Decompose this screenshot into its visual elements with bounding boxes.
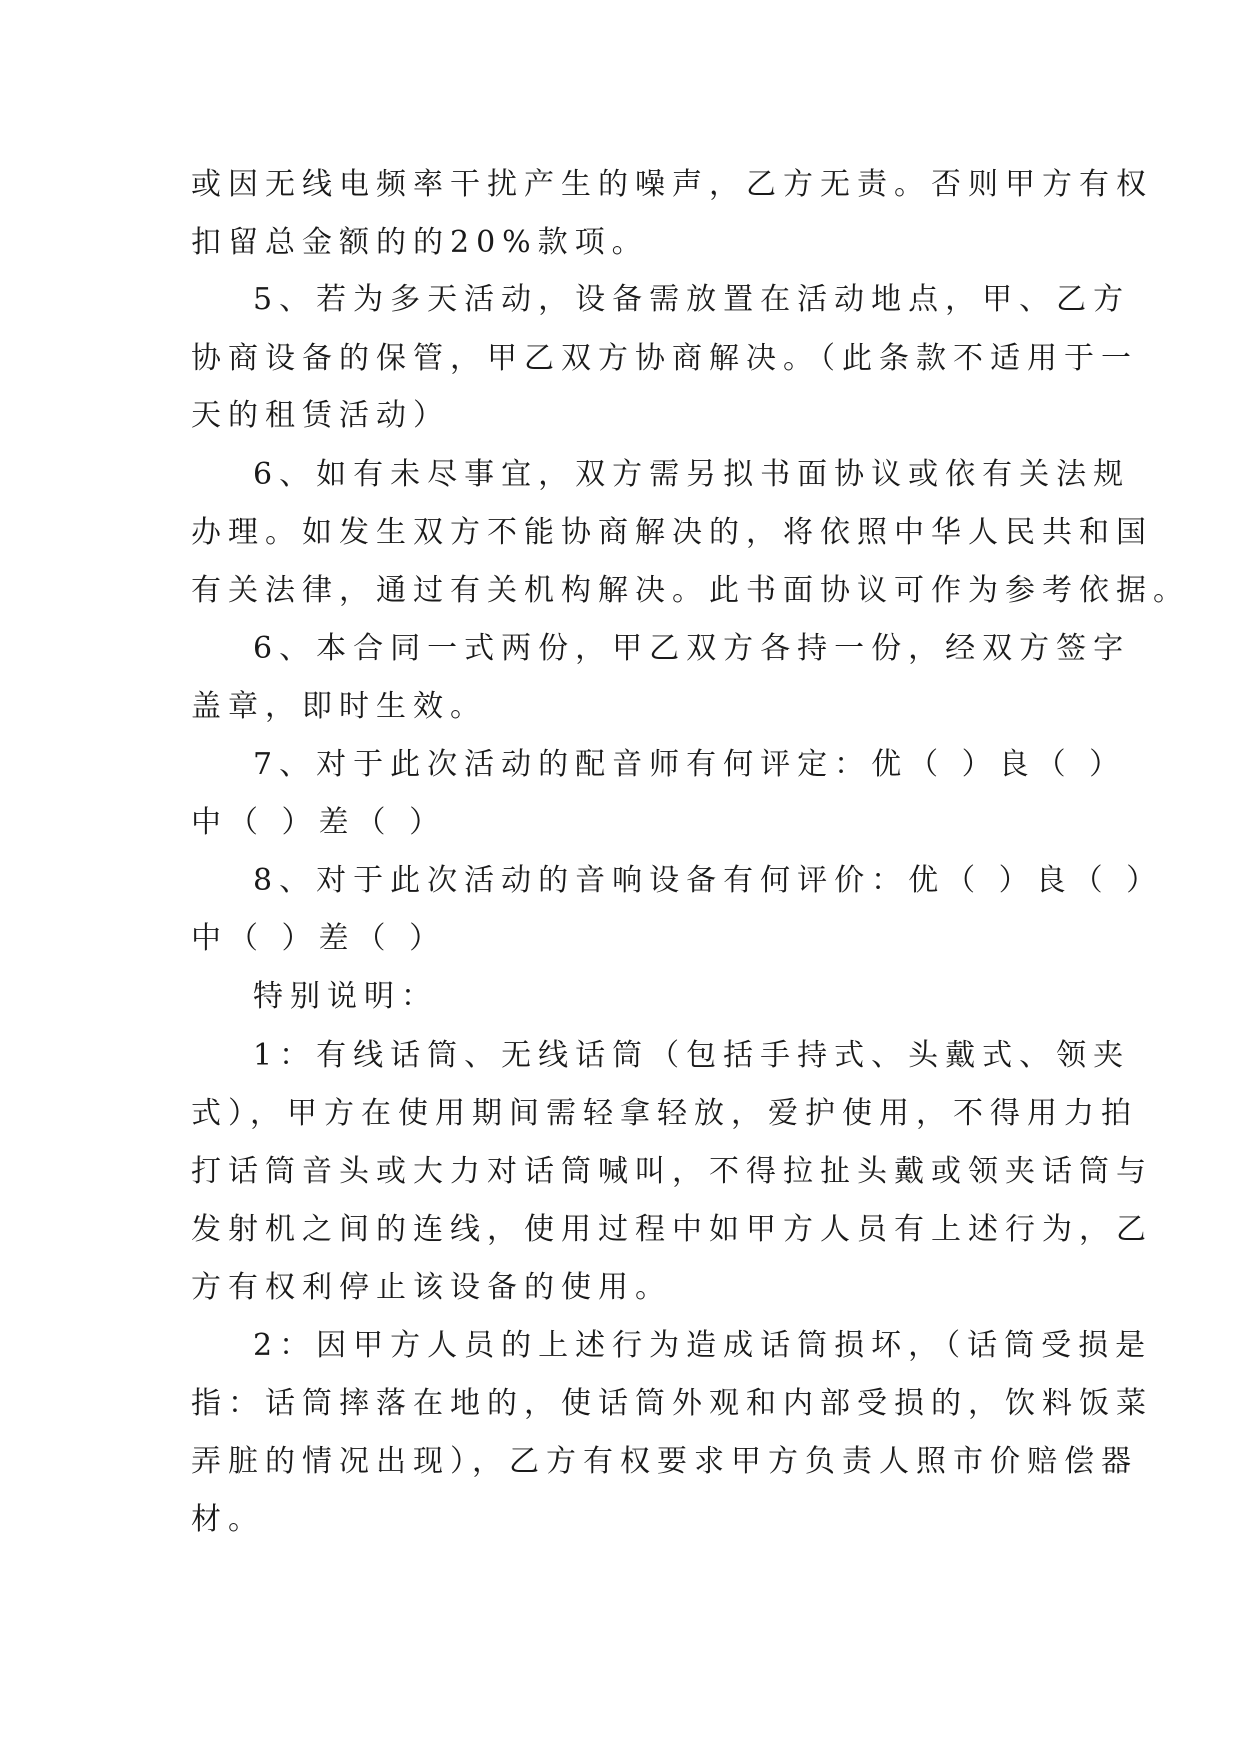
text-line: 1：有线话筒、无线话筒（包括手持式、头戴式、领夹 [253,1038,1131,1073]
text-line: 天的租赁活动） [191,398,450,433]
text-line: 指：话筒摔落在地的，使话筒外观和内部受损的，饮料饭菜 [191,1386,1153,1421]
text-line: 或因无线电频率干扰产生的噪声，乙方无责。否则甲方有权 [191,167,1153,202]
text-line: 协商设备的保管，甲乙双方协商解决。（此条款不适用于一 [191,341,1138,376]
text-line: 盖章，即时生效。 [191,689,487,724]
text-line: 6、本合同一式两份，甲乙双方各持一份，经双方签字 [253,631,1131,666]
text-line: 有关法律，通过有关机构解决。此书面协议可作为参考依据。 [191,573,1190,608]
text-line: 发射机之间的连线，使用过程中如甲方人员有上述行为，乙 [191,1212,1153,1247]
text-line: 6、如有未尽事宜，双方需另拟书面协议或依有关法规 [253,457,1131,492]
text-line: 方有权利停止该设备的使用。 [191,1270,672,1305]
text-line: 材。 [191,1502,265,1537]
text-line: 中（ ）差（ ） [191,921,447,956]
text-line: 弄脏的情况出现），乙方有权要求甲方负责人照市价赔偿器 [191,1444,1138,1479]
text-line: 7、对于此次活动的配音师有何评定：优（ ）良（ ） [253,747,1127,782]
text-line: 中（ ）差（ ） [191,805,447,840]
text-line: 办理。如发生双方不能协商解决的，将依照中华人民共和国 [191,515,1153,550]
section-heading: 特别说明： [253,979,438,1014]
text-line: 打话筒音头或大力对话筒喊叫，不得拉扯头戴或领夹话筒与 [191,1154,1153,1189]
text-line: 扣留总金额的的20%款项。 [191,225,649,260]
text-line: 8、对于此次活动的音响设备有何评价：优（ ）良（ ） [253,863,1164,898]
text-line: 2：因甲方人员的上述行为造成话筒损坏，（话筒受损是 [253,1328,1153,1363]
text-line: 式），甲方在使用期间需轻拿轻放，爱护使用，不得用力拍 [191,1096,1138,1131]
text-line: 5、若为多天活动，设备需放置在活动地点，甲、乙方 [253,282,1131,317]
